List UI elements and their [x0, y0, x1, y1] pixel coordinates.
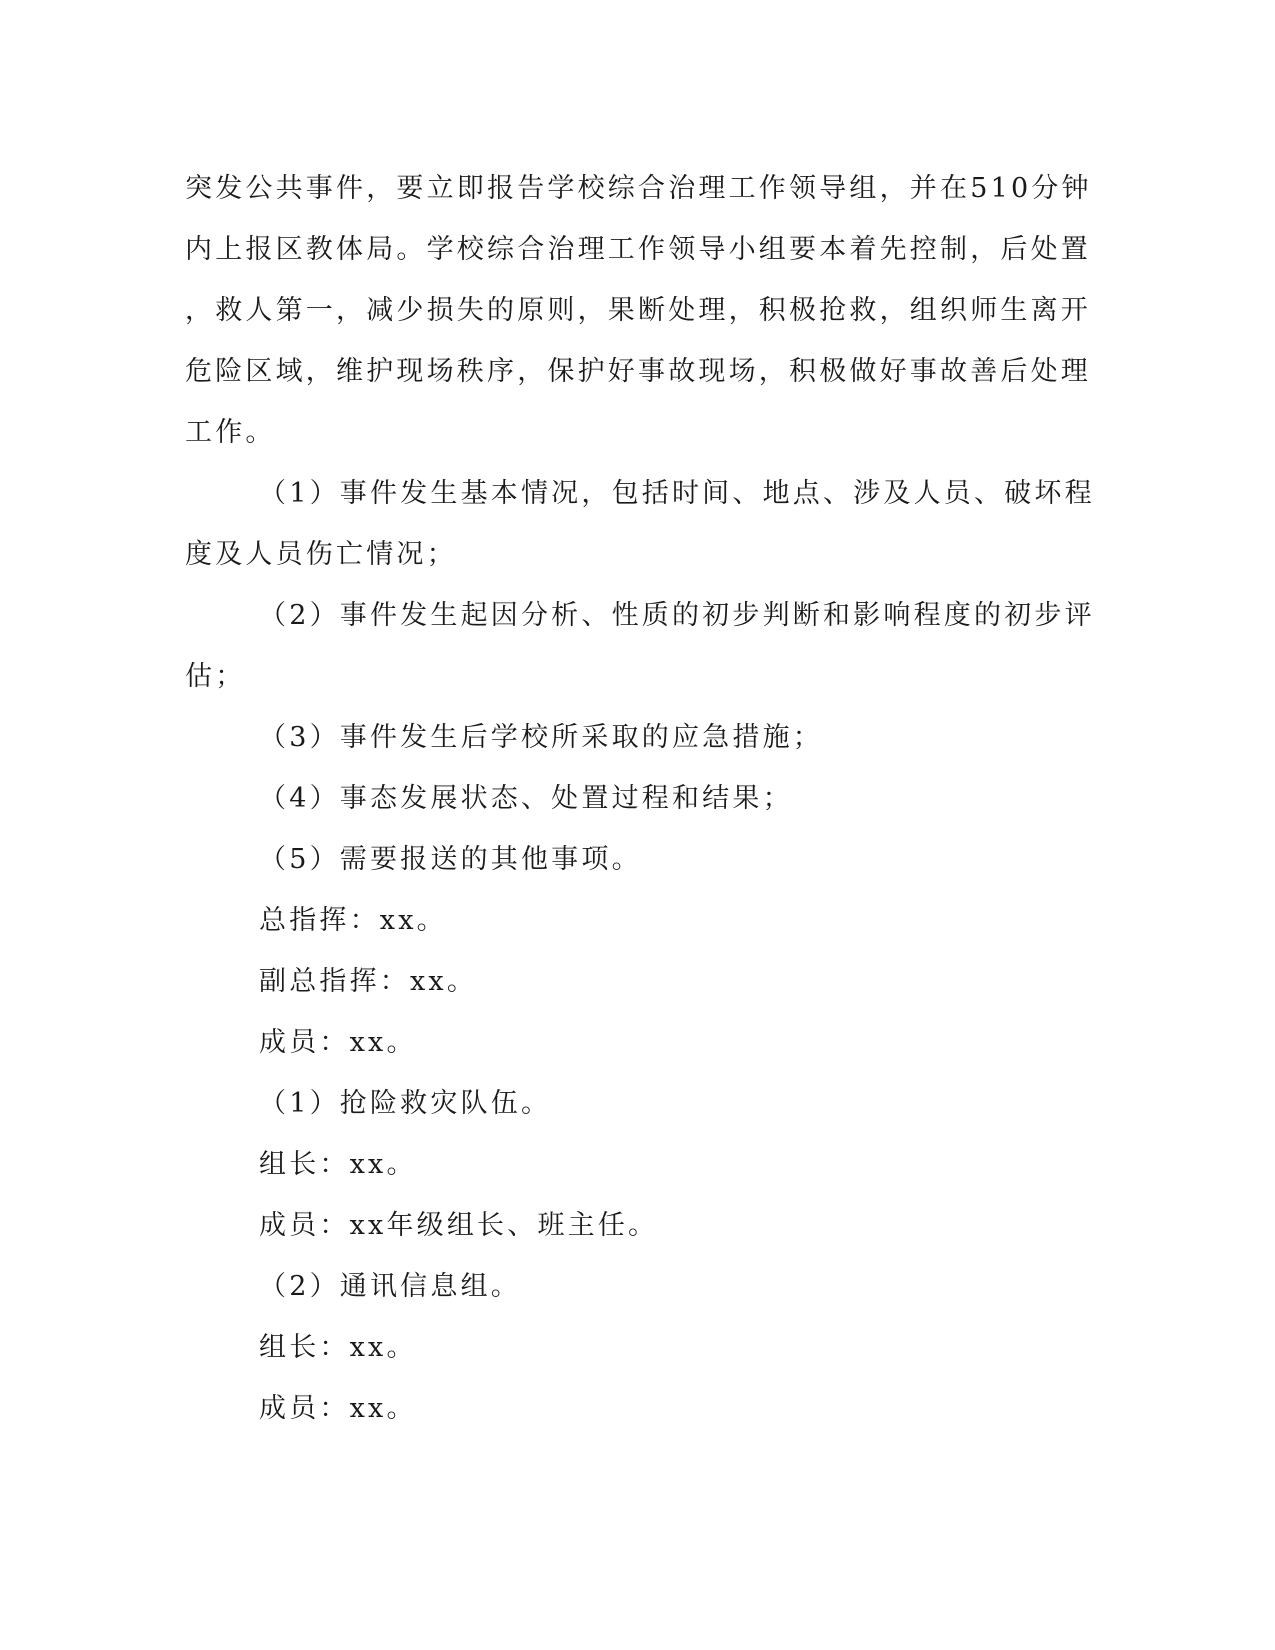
list-item-emergency-measures: （3）事件发生后学校所采取的应急措施；: [259, 722, 823, 753]
text-line: 危险区域，维护现场秩序，保护好事故现场，积极做好事故善后处理: [185, 356, 1091, 387]
text-line: （2）事件发生起因分析、性质的初步判断和影响程度的初步评: [259, 600, 1095, 631]
paragraph-report-procedure: [185, 158, 1092, 463]
commander-line: 总指挥：xx。: [259, 905, 447, 936]
text-line: 度及人员伤亡情况；: [185, 539, 457, 570]
communication-team-heading: （2）通讯信息组。: [259, 1271, 521, 1302]
text-line: 突发公共事件，要立即报告学校综合治理工作领导组，并在510分钟: [185, 173, 1092, 204]
text-line: 估；: [185, 661, 246, 692]
communication-team-members: 成员：xx。: [259, 1393, 417, 1424]
rescue-team-leader: 组长：xx。: [259, 1149, 417, 1180]
list-item-cause-analysis: [185, 585, 1095, 707]
list-item-basic-situation: [185, 463, 1095, 585]
text-line: 工作。: [185, 417, 276, 448]
list-item-other-matters: （5）需要报送的其他事项。: [259, 844, 642, 875]
document-body: [185, 158, 1095, 1439]
text-line: （1）事件发生基本情况，包括时间、地点、涉及人员、破坏程: [259, 478, 1095, 509]
rescue-team-members: 成员：xx年级组长、班主任。: [259, 1210, 659, 1241]
text-line: 内上报区教体局。学校综合治理工作领导小组要本着先控制，后处置: [185, 234, 1091, 265]
list-item-development-status: （4）事态发展状态、处置过程和结果；: [259, 783, 793, 814]
deputy-commander-line: 副总指挥：xx。: [259, 966, 478, 997]
rescue-team-heading: （1）抢险救灾队伍。: [259, 1088, 552, 1119]
text-line: ，救人第一，减少损失的原则，果断处理，积极抢救，组织师生离开: [185, 295, 1091, 326]
members-line: 成员：xx。: [259, 1027, 417, 1058]
communication-team-leader: 组长：xx。: [259, 1332, 417, 1363]
